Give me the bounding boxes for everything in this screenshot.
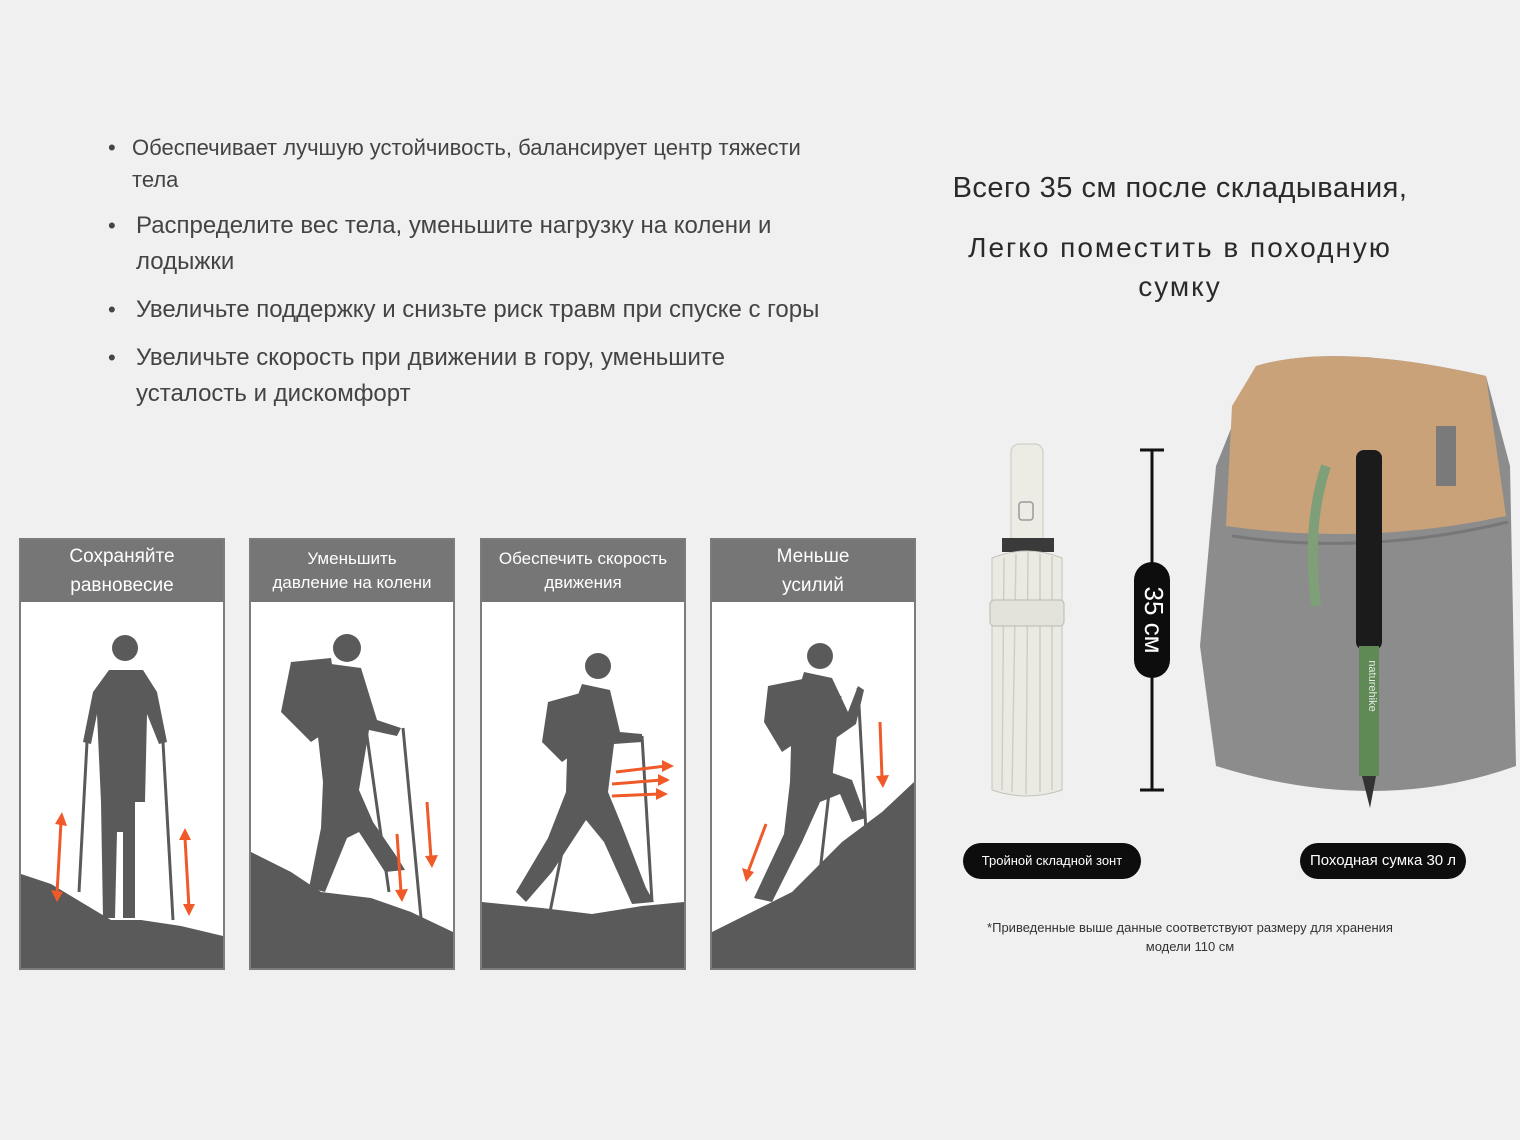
headline-size: Всего 35 см после складывания, xyxy=(952,172,1408,204)
hiker-climb-icon xyxy=(712,602,914,968)
panel-title: Сохраняйте равновесие xyxy=(21,540,223,602)
headline-fit-line1: Легко поместить в походную xyxy=(968,232,1392,263)
footnote xyxy=(950,918,1430,956)
headline-fit-line2: сумку xyxy=(1138,271,1222,302)
pole-brand: naturehike xyxy=(1366,660,1378,712)
benefits-list xyxy=(100,132,820,424)
hiker-balance-icon xyxy=(21,602,223,968)
benefit-balance: • Обеспечивает лучшую устойчивость, балансирует центр тяжести тела xyxy=(100,132,820,196)
hiker-knee-icon xyxy=(251,602,453,968)
footnote-line1: *Приведенные выше данные соответствуют размеру для хранения xyxy=(987,920,1393,935)
umbrella-image xyxy=(982,440,1072,802)
umbrella-label: Тройной складной зонт xyxy=(963,843,1141,879)
backpack-label: Походная сумка 30 л xyxy=(1300,843,1466,879)
panel-balance xyxy=(19,538,225,970)
panel-knee xyxy=(249,538,455,970)
measurement-label: 35 см xyxy=(1139,586,1170,654)
panel-speed xyxy=(480,538,686,970)
panel-title: Уменьшить давление на колени xyxy=(251,540,453,602)
panel-title: Меньше усилий xyxy=(712,540,914,602)
hiker-speed-icon xyxy=(482,602,684,968)
measurement-indicator xyxy=(1120,444,1184,798)
benefit-weight: • Распределите вес тела, уменьшите нагрузку на колени и лодыжки xyxy=(100,208,820,280)
footnote-line2: модели 110 см xyxy=(1145,939,1235,954)
benefit-support: • Увеличьте поддержку и снизьте риск травм при спуске с горы xyxy=(100,292,820,328)
benefit-speed: • Увеличьте скорость при движении в гору, уменьшите усталость и дискомфорт xyxy=(100,340,820,412)
backpack-image xyxy=(1196,346,1520,816)
panel-effort xyxy=(710,538,916,970)
headline-fit xyxy=(930,228,1430,306)
panel-title: Обеспечить скорость движения xyxy=(482,540,684,602)
